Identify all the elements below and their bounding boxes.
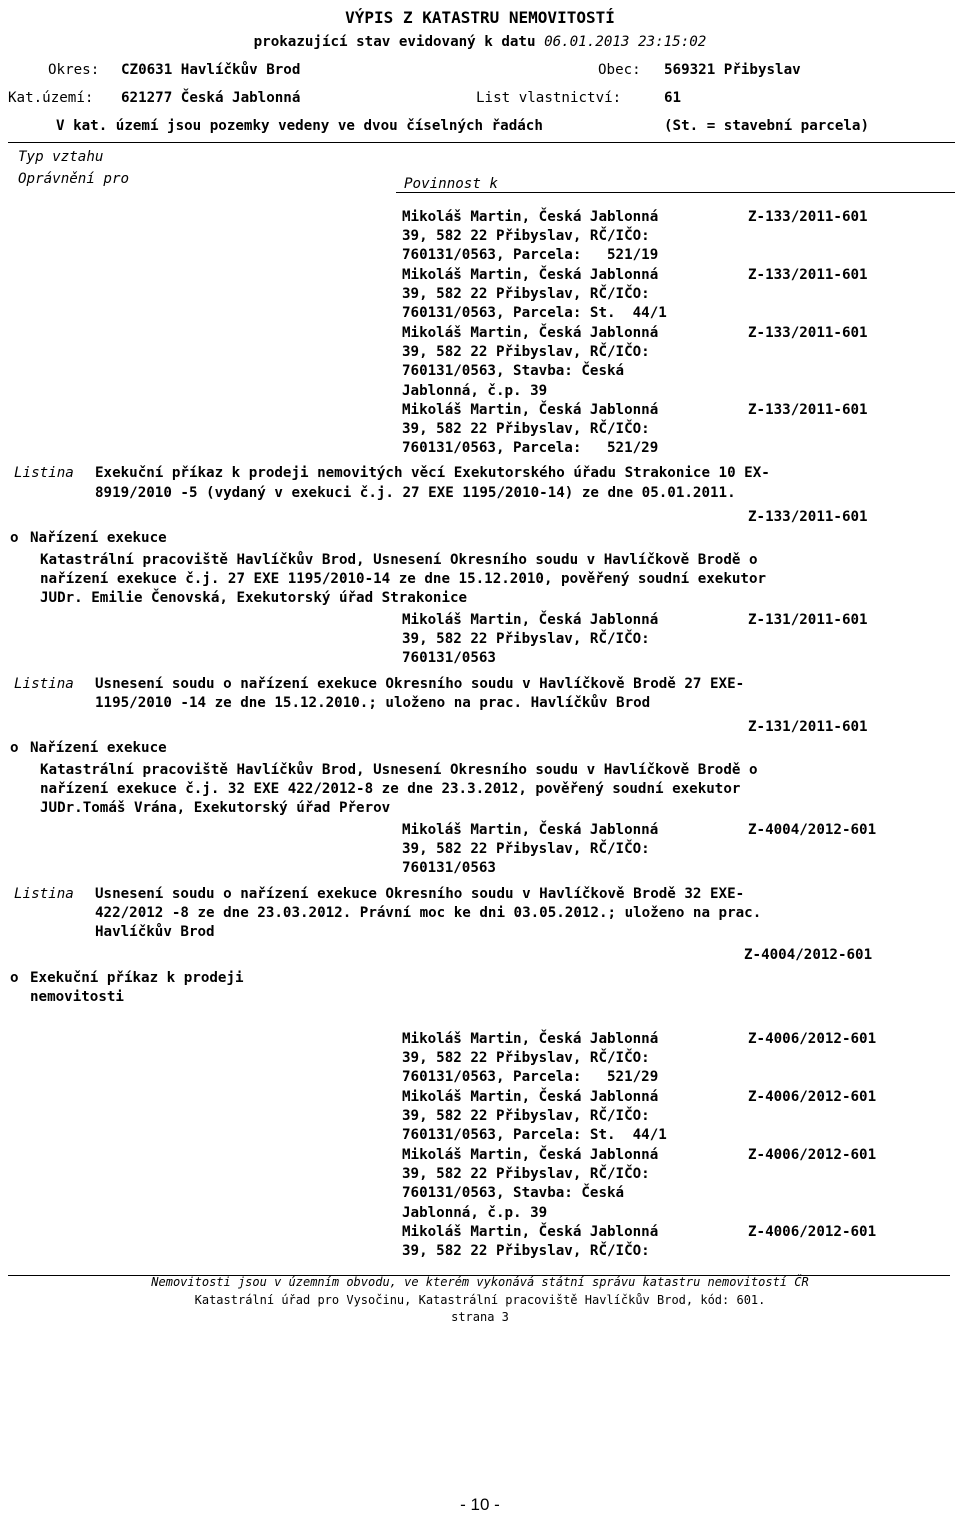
block2-listina-code: Z-131/2011-601 (748, 719, 868, 735)
block1-listina-code: Z-133/2011-601 (748, 509, 868, 525)
katuzemi-value: 621277 Česká Jablonná (121, 90, 301, 106)
block4-bullet: o (10, 970, 19, 986)
page-number: - 10 - (460, 1495, 500, 1514)
footer-line2: Katastrální úřad pro Vysočinu, Katastrální pracoviště Havlíčkův Brod, kód: 601. (194, 1293, 766, 1307)
column-divider (396, 192, 955, 193)
block4-entry-3: Mikoláš Martin, Česká Jablonná 39, 582 22 Přibyslav, RČ/IČO: 760131/0563, Stavba: Česká Jablonná, č.p. 39 (402, 1147, 659, 1221)
block4-entry-4-code: Z-4006/2012-601 (748, 1224, 877, 1240)
block1-entry-4: Mikoláš Martin, Česká Jablonná 39, 582 22 Přibyslav, RČ/IČO: 760131/0563, Parcela: 521/29 (402, 402, 659, 457)
block3-listina-line2: 422/2012 -8 ze dne 23.03.2012. Právní moc ke dni 03.05.2012.; uloženo na prac. (95, 905, 762, 921)
block3-listina-code: Z-4004/2012-601 (744, 947, 873, 963)
block4-title-line1: Exekuční příkaz k prodeji (30, 970, 244, 986)
subtitle-date: 06.01.2013 23:15:02 (544, 34, 707, 50)
column-typ-vztahu: Typ vztahu (18, 149, 104, 165)
block2-title: Nařízení exekuce (30, 530, 167, 546)
block2-bullet: o (10, 530, 19, 546)
obec-value: 569321 Přibyslav (664, 62, 801, 78)
block1-entry-1-code: Z-133/2011-601 (748, 209, 868, 225)
block1-listina-line1: Exekuční příkaz k prodeji nemovitých věcí Exekutorského úřadu Strakonice 10 EX- (95, 465, 770, 481)
block2-desc-line1: Katastrální pracoviště Havlíčkův Brod, Usnesení Okresního soudu v Havlíčkově Brodě o (40, 552, 758, 568)
block4-entry-4: Mikoláš Martin, Česká Jablonná 39, 582 22 Přibyslav, RČ/IČO: (402, 1224, 659, 1260)
block4-title-line2: nemovitosti (30, 989, 124, 1005)
block2-entry: Mikoláš Martin, Česká Jablonná 39, 582 22 Přibyslav, RČ/IČO: 760131/0563 (402, 612, 659, 667)
series-note-right: (St. = stavební parcela) (664, 118, 869, 134)
document-title: VÝPIS Z KATASTRU NEMOVITOSTÍ (345, 8, 615, 27)
block4-entry-2-code: Z-4006/2012-601 (748, 1089, 877, 1105)
column-opravneni-pro: Oprávnění pro (18, 171, 130, 187)
block1-entry-2: Mikoláš Martin, Česká Jablonná 39, 582 22 Přibyslav, RČ/IČO: 760131/0563, Parcela: St. 44/1 (402, 267, 667, 322)
block1-listina-line2: 8919/2010 -5 (vydaný v exekuci č.j. 27 EXE 1195/2010-14) ze dne 05.01.2011. (95, 485, 736, 501)
katuzemi-label: Kat.území: (8, 90, 94, 106)
block1-entry-3-code: Z-133/2011-601 (748, 325, 868, 341)
block4-entry-1-code: Z-4006/2012-601 (748, 1031, 877, 1047)
block1-listina-label: Listina (14, 465, 74, 481)
block3-entry: Mikoláš Martin, Česká Jablonná 39, 582 22 Přibyslav, RČ/IČO: 760131/0563 (402, 822, 659, 877)
block2-desc-line2: nařízení exekuce č.j. 27 EXE 1195/2010-14 ze dne 15.12.2010, pověřený soudní exekutor (40, 571, 767, 587)
block1-entry-3: Mikoláš Martin, Česká Jablonná 39, 582 22 Přibyslav, RČ/IČO: 760131/0563, Stavba: Česká Jablonná, č.p. 39 (402, 325, 659, 399)
footer-line1: Nemovitosti jsou v územním obvodu, ve kterém vykonává státní správu katastru nemovitostí ČR (151, 1275, 809, 1289)
footer-page-label: strana 3 (451, 1310, 509, 1324)
block1-entry-2-code: Z-133/2011-601 (748, 267, 868, 283)
block1-entry-1: Mikoláš Martin, Česká Jablonná 39, 582 22 Přibyslav, RČ/IČO: 760131/0563, Parcela: 521/19 (402, 209, 659, 264)
block4-entry-2: Mikoláš Martin, Česká Jablonná 39, 582 22 Přibyslav, RČ/IČO: 760131/0563, Parcela: St. 44/1 (402, 1089, 667, 1144)
block3-entry-code: Z-4004/2012-601 (748, 822, 877, 838)
okres-label: Okres: (48, 62, 100, 78)
header-divider (8, 142, 955, 143)
block2-desc-line3: JUDr. Emilie Čenovská, Exekutorský úřad Strakonice (40, 590, 468, 606)
obec-label: Obec: (598, 62, 641, 78)
document-subtitle (0, 33, 960, 52)
block3-bullet: o (10, 740, 19, 756)
block3-listina-label: Listina (14, 886, 74, 902)
block3-desc-line1: Katastrální pracoviště Havlíčkův Brod, Usnesení Okresního soudu v Havlíčkově Brodě o (40, 762, 758, 778)
block3-listina-line1: Usnesení soudu o nařízení exekuce Okresního soudu v Havlíčkově Brodě 32 EXE- (95, 886, 745, 902)
block3-listina-line3: Havlíčkův Brod (95, 924, 215, 940)
subtitle-prefix: prokazující stav evidovaný k datu (253, 34, 536, 50)
block2-listina-line1: Usnesení soudu o nařízení exekuce Okresního soudu v Havlíčkově Brodě 27 EXE- (95, 676, 745, 692)
block1-entry-4-code: Z-133/2011-601 (748, 402, 868, 418)
okres-value: CZ0631 Havlíčkův Brod (121, 62, 301, 78)
column-povinnost-k: Povinnost k (404, 176, 498, 192)
block4-entry-1: Mikoláš Martin, Česká Jablonná 39, 582 22 Přibyslav, RČ/IČO: 760131/0563, Parcela: 521/29 (402, 1031, 659, 1086)
list-value: 61 (664, 90, 682, 106)
block3-title: Nařízení exekuce (30, 740, 167, 756)
block4-entry-3-code: Z-4006/2012-601 (748, 1147, 877, 1163)
series-note: V kat. území jsou pozemky vedeny ve dvou číselných řadách (56, 118, 543, 134)
block2-listina-label: Listina (14, 676, 74, 692)
list-label: List vlastnictví: (476, 90, 622, 106)
block3-desc-line2: nařízení exekuce č.j. 32 EXE 422/2012-8 ze dne 23.3.2012, pověřený soudní exekutor (40, 781, 741, 797)
block3-desc-line3: JUDr.Tomáš Vrána, Exekutorský úřad Přerov (40, 800, 391, 816)
block2-listina-line2: 1195/2010 -14 ze dne 15.12.2010.; uloženo na prac. Havlíčkův Brod (95, 695, 651, 711)
block2-entry-code: Z-131/2011-601 (748, 612, 868, 628)
